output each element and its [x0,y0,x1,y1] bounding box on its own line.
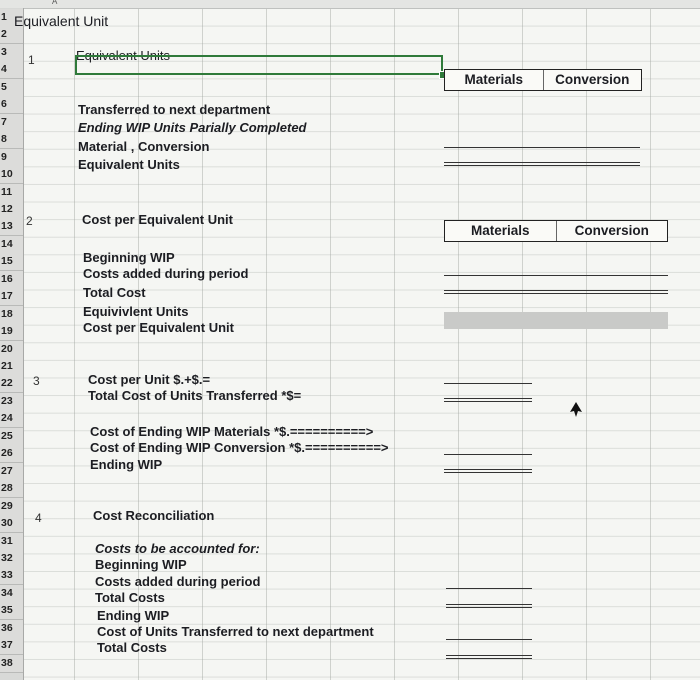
section2-heading[interactable]: Cost per Equivalent Unit [82,212,233,227]
s2-cost-per-eq-unit[interactable]: Cost per Equivalent Unit [83,320,234,335]
section1-conversion-header[interactable]: Conversion [543,70,642,90]
s4-beginning-wip[interactable]: Beginning WIP [95,557,187,572]
s2-costs-added[interactable]: Costs added during period [83,266,249,281]
s1-ending-wip[interactable]: Ending WIP Units Parially Completed [78,120,307,135]
s1-transferred[interactable]: Transferred to next department [78,102,271,117]
s3-underline-1 [444,383,532,384]
s1-material-conversion[interactable]: Material , Conversion [78,139,210,154]
s1-equivalent-units[interactable]: Equivalent Units [78,157,180,172]
s2-beginning-wip[interactable]: Beginning WIP [83,250,175,265]
s2-underline [444,275,668,276]
s4-costs-added[interactable]: Costs added during period [95,574,261,589]
row-number[interactable]: 2 [0,26,23,44]
row-number[interactable]: 12 [0,201,23,219]
s3-total-cost-transferred[interactable]: Total Cost of Units Transferred *$= [88,388,302,403]
row-number[interactable]: 27 [0,463,23,481]
row-number[interactable]: 37 [0,637,23,655]
section2-materials-header[interactable]: Materials [470,223,530,238]
s4-underline-1 [446,588,532,589]
row-number[interactable]: 7 [0,114,23,132]
section3-number: 3 [33,374,40,388]
s4-double-underline-2 [446,655,532,659]
s3-cost-per-unit[interactable]: Cost per Unit $.+$.= [88,372,211,387]
section1-column-headers [444,69,642,91]
s4-costs-to-account[interactable]: Costs to be accounted for: [95,541,260,556]
row-number[interactable]: 29 [0,498,23,516]
row-number[interactable]: 19 [0,323,23,341]
row-number[interactable]: 13 [0,218,23,236]
row-number[interactable]: 11 [0,184,23,202]
row-number[interactable]: 33 [0,567,23,585]
section4-heading[interactable]: Cost Reconciliation [93,508,215,523]
row-number[interactable]: 10 [0,166,23,184]
row-number[interactable]: 18 [0,306,23,324]
s4-total-costs-2[interactable]: Total Costs [97,640,167,655]
section1-number: 1 [28,53,35,67]
s4-double-underline-1 [446,604,532,608]
mouse-cursor-icon [568,400,584,418]
column-header-row [0,0,700,9]
row-number[interactable]: 30 [0,515,23,533]
s3-ending-wip-materials[interactable]: Cost of Ending WIP Materials *$.==========> [90,424,374,439]
s1-underline [444,147,640,148]
row-number[interactable]: 1 [0,9,23,27]
row-number[interactable]: 28 [0,480,23,498]
section2-conversion-header[interactable]: Conversion [556,221,668,241]
s3-double-underline-1 [444,398,532,402]
row-number[interactable]: 25 [0,428,23,446]
s4-underline-2 [446,639,532,640]
section2-column-headers [444,220,668,242]
row-number[interactable]: 22 [0,375,23,393]
s3-underline-2 [444,454,532,455]
s4-total-costs-1[interactable]: Total Costs [95,590,165,605]
section4-number: 4 [35,511,42,525]
row-number[interactable]: 4 [0,61,23,79]
s2-equivalent-units[interactable]: Equivivlent Units [83,304,189,319]
row-number[interactable]: 26 [0,445,23,463]
row-number[interactable]: 32 [0,550,23,568]
s4-cost-transferred[interactable]: Cost of Units Transferred to next department [97,624,374,639]
s2-double-underline [444,290,668,294]
row-number[interactable]: 3 [0,44,23,62]
s2-total-cost[interactable]: Total Cost [83,285,146,300]
row-number[interactable]: 17 [0,288,23,306]
row-number[interactable]: 20 [0,341,23,359]
row-number[interactable]: 16 [0,271,23,289]
row-number[interactable]: 35 [0,602,23,620]
s3-double-underline-2 [444,469,532,473]
row-number[interactable]: 15 [0,253,23,271]
row-number[interactable]: 9 [0,149,23,167]
row-number[interactable]: 31 [0,533,23,551]
row-number[interactable]: 36 [0,620,23,638]
section1-heading[interactable]: Equivalent Units [76,48,170,63]
row-number[interactable]: 23 [0,393,23,411]
sheet-title[interactable]: Equivalent Unit [14,13,109,29]
column-header-a[interactable]: A [52,0,58,6]
row-number[interactable]: 8 [0,131,23,149]
selected-cell[interactable] [75,55,443,75]
row-number[interactable]: 21 [0,358,23,376]
row-number[interactable]: 24 [0,410,23,428]
s3-ending-wip[interactable]: Ending WIP [90,457,163,472]
row-number[interactable]: 38 [0,655,23,673]
section2-number: 2 [26,214,33,228]
s3-ending-wip-conversion[interactable]: Cost of Ending WIP Conversion *$.==========> [90,440,389,455]
s2-shaded-row [444,312,668,329]
row-number[interactable]: 6 [0,96,23,114]
section1-materials-header[interactable]: Materials [464,72,524,87]
s4-ending-wip[interactable]: Ending WIP [97,608,170,623]
s1-double-underline [444,162,640,166]
row-number[interactable]: 34 [0,585,23,603]
row-number[interactable]: 5 [0,79,23,97]
row-number[interactable]: 14 [0,236,23,254]
